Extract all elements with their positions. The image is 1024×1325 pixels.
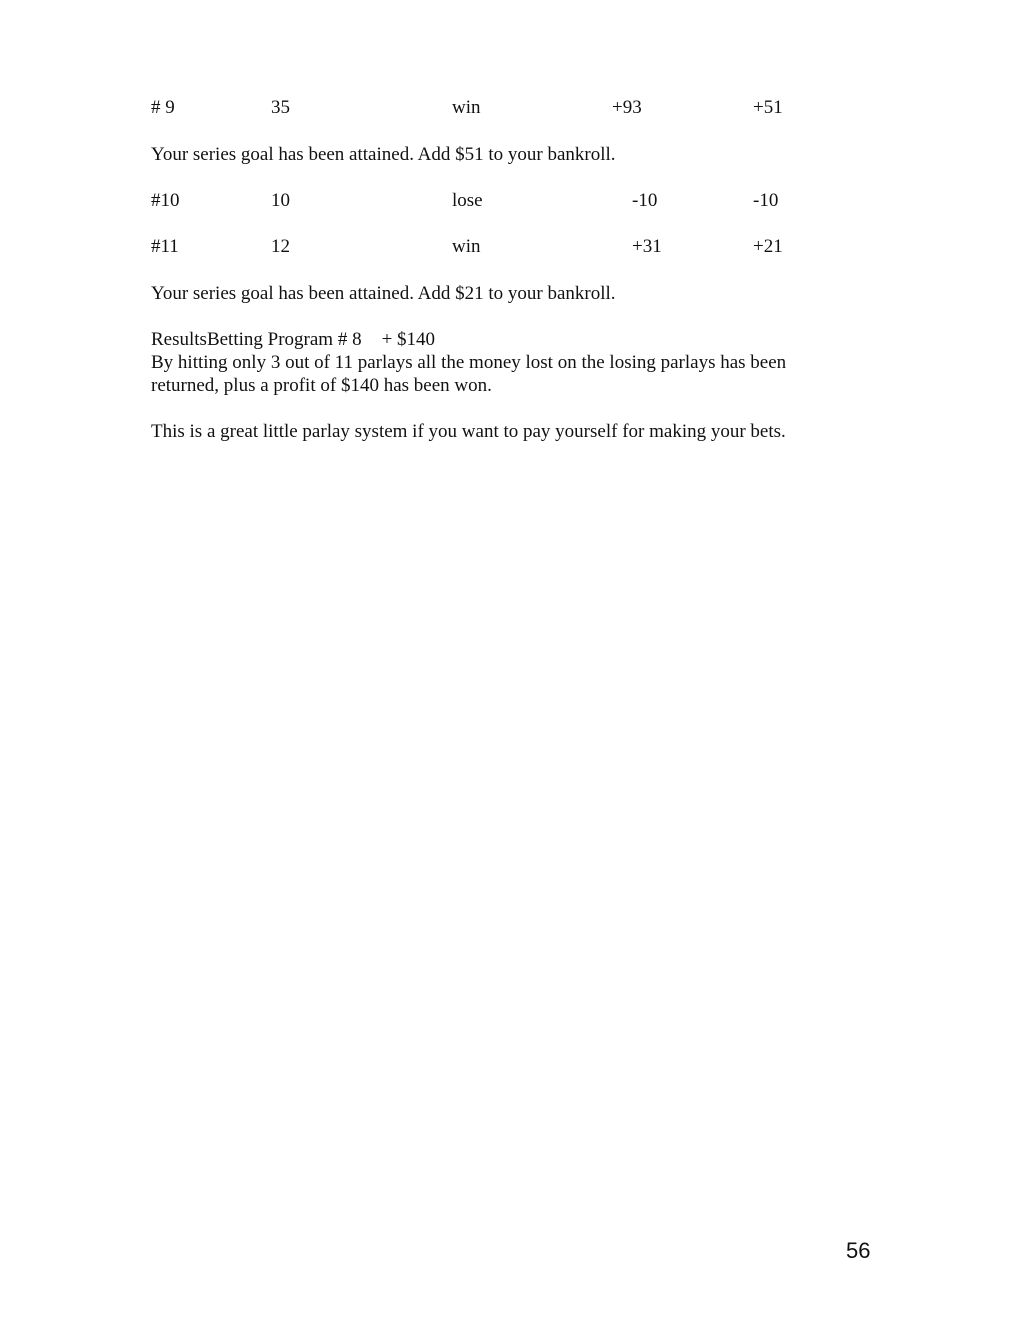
payout: +93 (612, 97, 642, 118)
goal-message: Your series goal has been attained. Add $51 to your bankroll. (151, 144, 616, 165)
results-program: Betting Program # 8 (206, 329, 362, 350)
net: -10 (753, 190, 779, 211)
closing-paragraph: This is a great little parlay system if you want to pay yourself for making your bets. (151, 421, 786, 442)
summary-line: returned, plus a profit of $140 has been won. (151, 375, 492, 396)
results-label: Results (151, 329, 207, 350)
results-amount: + $140 (381, 329, 436, 350)
result: win (452, 97, 481, 118)
parlay-number: #11 (151, 236, 179, 257)
net: +21 (753, 236, 783, 257)
parlay-number: # 9 (151, 97, 175, 118)
result: lose (452, 190, 483, 211)
table-row (0, 189, 1024, 213)
bet-amount: 10 (271, 190, 290, 211)
summary-line: By hitting only 3 out of 11 parlays all the money lost on the losing parlays has been (151, 352, 787, 373)
bet-amount: 35 (271, 97, 290, 118)
results-line (151, 328, 851, 351)
net: +51 (753, 97, 783, 118)
result: win (452, 236, 481, 257)
parlay-number: #10 (151, 190, 180, 211)
bet-amount: 12 (271, 236, 290, 257)
payout: -10 (632, 190, 658, 211)
table-row (0, 96, 1024, 120)
page-number: 56 (846, 1238, 871, 1263)
goal-message: Your series goal has been attained. Add $21 to your bankroll. (151, 283, 616, 304)
payout: +31 (632, 236, 662, 257)
table-row (0, 235, 1024, 259)
